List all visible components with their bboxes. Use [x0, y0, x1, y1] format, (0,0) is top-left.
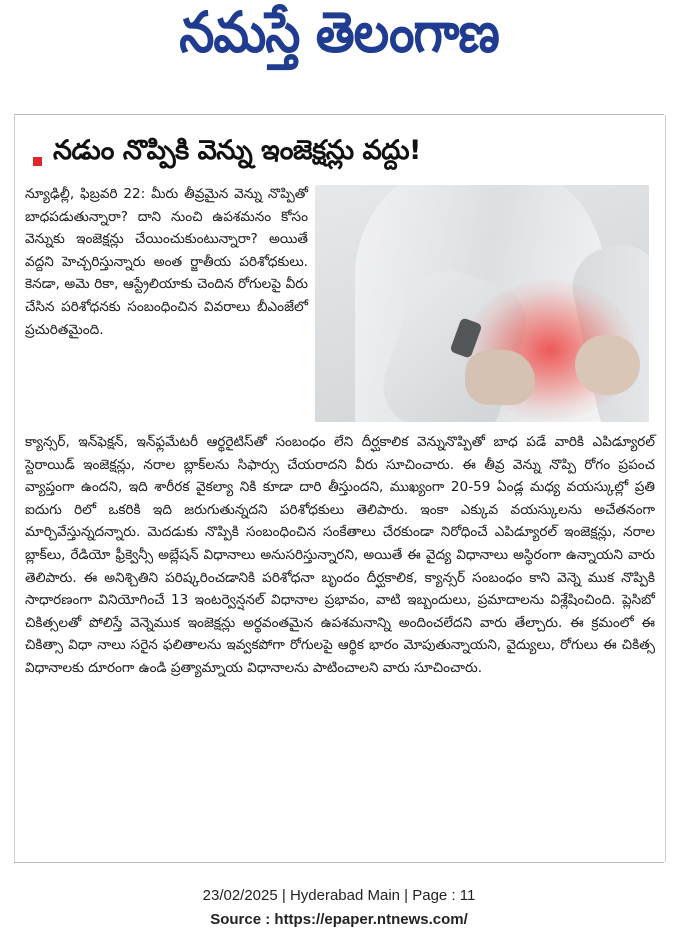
- bottom-divider: [14, 862, 664, 863]
- red-square-bullet-icon: [33, 157, 42, 166]
- edition-info: 23/02/2025 | Hyderabad Main | Page : 11: [202, 887, 476, 904]
- footer: [0, 884, 678, 932]
- lead-paragraph-column: [25, 183, 308, 341]
- source-link[interactable]: Source : https://epaper.ntnews.com/: [210, 911, 468, 928]
- left-hand-shape: [465, 350, 535, 405]
- lead-paragraph: న్యూఢిల్లీ, ఫిబ్రవరి 22: మీరు తీవ్రమైన వెన్ను నొప్పితో బాధపడుతున్నారా? దాని నుంచి ఉపశమనం కోసం వెన్నుకు ఇంజెక్షన్లు చేయించుకుంటున్నారా? అయితే వద్దని హెచ్చరిస్తున్నారు అంత ర్జాతీయ పరిశోధకులు. కెనడా, అమె రికా, ఆస్ట్రేలియాకు చెందిన రోగులపై వీరు చేసిన పరిశోధనకు సంబంధించిన వివరాలు బీఎంజేలో ప్రచురితమైంది.: [25, 186, 308, 338]
- headline-block: [25, 127, 655, 177]
- newspaper-logo: నమస్తే తెలంగాణ: [179, 0, 499, 65]
- body-paragraph-column: [25, 431, 655, 680]
- masthead: [0, 0, 678, 110]
- right-hand-shape: [575, 335, 640, 395]
- article-clipping: [14, 115, 666, 862]
- article-headline: నడుం నొప్పికి వెన్ను ఇంజెక్షన్లు వద్దు!: [53, 135, 421, 166]
- body-paragraph: క్యాన్సర్, ఇన్‌ఫెక్షన్, ఇన్‌ఫ్లమేటరీ ఆర్థరైటిస్‌తో సంబంధం లేని దీర్ఘకాలిక వెన్నునొప్పితో బాధ పడే వారికి ఎపిడ్యూరల్ స్టెరాయిడ్ ఇంజెక్షన్లు, నరాల బ్లాక్‌లను సిఫార్సు చేయరాదని వీరు సూచించారు. ఈ తీవ్ర వెన్ను నొప్పి రోగం ప్రపంచ వ్యాప్తంగా ఉందని, ఇది శారీరక వైకల్యా నికి కూడా దారి తీస్తుందని, ముఖ్యంగా 20-59 ఏండ్ల మధ్య వయస్కుల్లో ప్రతి ఐదుగు రిలో ఒకరికి ఇది జరుగుతున్నదని పరిశోధకులు తెలిపారు. ఇంకా ఎక్కువ వయస్కులను అచేతనంగా మార్చివేస్తున్నదన్నారు. మెదడుకు నొప్పికి సంబంధించిన సంకేతాలు చేరకుండా నిరోధించే ఎపిడ్యూరల్ ఇంజెక్షన్లు, నరాల బ్లాక్‌లు, రేడియో ఫ్రీక్వెన్సీ అబ్లేషన్ విధానాలు అనుసరిస్తున్నారని, అయితే ఈ వైద్య విధానాలు అస్థిరంగా ఉన్నాయని వారు తెలిపారు. ఈ అనిశ్చితిని పరిష్కరించడానికి పరిశోధనా బృందం దీర్ఘకాలిక, క్యాన్సర్ సంబంధం కాని వెన్నె ముక నొప్పికి సాధారణంగా వినియోగించే 13 ఇంటర్వెన్షనల్ విధానాల ప్రభావం, వాటి ఇబ్బందులు, ప్రమాదాలను విశ్లేషించింది. ప్లెసిబో చికిత్సలతో పోలిస్తే వెన్నెముక ఇంజెక్షన్లు అర్థవంతమైన ఉపశమనాన్ని అందించలేదని వారు తేల్చారు. ఈ క్రమంలో ఈ చికిత్సా విధా నాలు సరైన ఫలితాలను ఇవ్వకపోగా రోగులపై ఆర్థిక భారం మోపుతున్నాయని, వైద్యులు, రోగులు ఈ చికిత్స విధానాలకు దూరంగా ఉండి ప్రత్యామ్నాయ విధానాలను పాటించాలని వారు సూచించారు.: [25, 434, 655, 676]
- back-pain-photo: [315, 185, 649, 422]
